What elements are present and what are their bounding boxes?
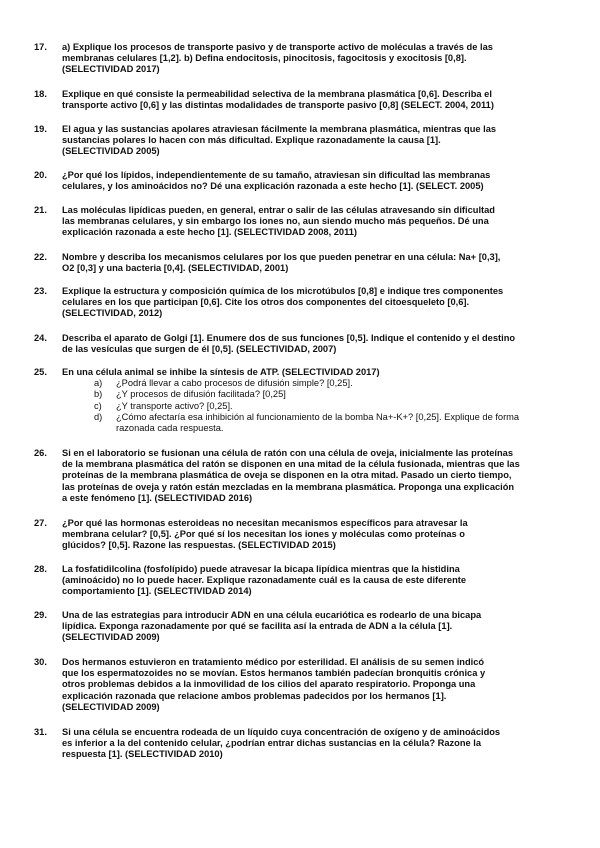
question-number: 18.	[34, 89, 47, 99]
sub-item-text: ¿Podrá llevar a cabo procesos de difusión simple? [0,25].	[116, 378, 353, 389]
question-text-line: explicación razonada a este hecho [1]. (SELECTIVIDAD 2008, 2011)	[62, 227, 358, 238]
question-text-line: Si una célula se encuentra rodeada de un líquido cuya concentración de oxígeno y de aminoácidos	[62, 727, 501, 737]
question-number: 27.	[34, 518, 47, 528]
question-number: 19.	[34, 124, 47, 134]
question-number: 28.	[34, 564, 47, 574]
question-19	[34, 124, 582, 158]
question-text-line: de las vesículas que surgen de él [0,5]. (SELECTIVIDAD, 2007)	[62, 344, 337, 355]
question-number: 26.	[34, 448, 47, 458]
question-31	[34, 727, 582, 761]
question-text-line: Explique en qué consiste la permeabilidad selectiva de la membrana plasmática [0,6]. Describa el	[62, 89, 492, 99]
question-text-line: Una de las estrategias para introducir ADN en una célula eucariótica es rodearlo de una bicapa	[62, 610, 482, 620]
sub-item-letter: d)	[94, 411, 103, 422]
question-text-line: las proteínas de oveja y ratón están mezcladas en la membrana plasmática. Proponga una explicación	[62, 481, 515, 492]
question-text-line: En una célula animal se inhibe la síntesis de ATP. (SELECTIVIDAD 2017)	[62, 367, 380, 377]
question-text-line: (SELECTIVIDAD 2005)	[62, 146, 160, 157]
question-number: 31.	[34, 727, 47, 737]
question-21	[34, 205, 582, 239]
question-20	[34, 170, 582, 192]
question-26	[34, 448, 582, 504]
question-text-line: respuesta [1]. (SELECTIVIDAD 2010)	[62, 749, 223, 760]
question-text-line: La fosfatidilcolina (fosfolípido) puede atravesar la bicapa lipídica mientras que la histidina	[62, 564, 460, 574]
question-text-line: (SELECTIVIDAD, 2012)	[62, 308, 163, 319]
question-text-line: de la membrana plasmática del ratón se disponen en una mitad de la célula fusionada, mientras que las	[62, 459, 520, 470]
question-23	[34, 286, 582, 320]
question-text-line: membranas celulares [1,2]. b) Defina endocitosis, pinocitosis, fagocitosis y exocitosis [0,8].	[62, 53, 467, 64]
question-text-line: otros problemas debidos a la inmovilidad de los cilios del aparato respiratorio. Proponga una	[62, 679, 476, 690]
question-text-line: Si en el laboratorio se fusionan una célula de ratón con una célula de oveja, inicialmente las proteínas	[62, 448, 514, 458]
question-text-line: (SELECTIVIDAD 2009)	[62, 701, 160, 712]
sub-item-text: ¿Y transporte activo? [0,25].	[116, 400, 233, 411]
question-text-line: sustancias polares lo hacen con más dificultad. Explique razonadamente la causa [1].	[62, 135, 441, 146]
sub-item-b	[62, 389, 582, 400]
question-number: 24.	[34, 333, 47, 343]
question-text-line: glúcidos? [0,5]. Razone las respuestas. (SELECTIVIDAD 2015)	[62, 540, 336, 551]
question-28	[34, 564, 582, 598]
question-text-line: celulares, y los aminoácidos no? Dé una explicación razonada a este hecho [1]. (SELECT. 2005)	[62, 181, 484, 192]
question-24	[34, 333, 582, 355]
question-text-line: Dos hermanos estuvieron en tratamiento médico por esterilidad. El análisis de su semen indicó	[62, 657, 485, 667]
question-30	[34, 657, 582, 713]
question-text-line: a) Explique los procesos de transporte pasivo y de transporte activo de moléculas a través de las	[62, 42, 493, 52]
question-text-line: Explique la estructura y composición química de los microtúbulos [0,8] e indique tres componentes	[62, 286, 504, 296]
question-text-line: comportamiento [1]. (SELECTIVIDAD 2014)	[62, 586, 252, 597]
sub-item-continuation: razonada cada respuesta.	[116, 423, 224, 434]
question-17	[34, 42, 582, 76]
sub-item-letter: c)	[94, 400, 102, 411]
question-27	[34, 518, 582, 552]
question-29	[34, 610, 582, 644]
question-text-line: Las moléculas lipídicas pueden, en general, entrar o salir de las células atravesando sin dificultad	[62, 205, 495, 215]
question-number: 25.	[34, 367, 47, 377]
question-number: 30.	[34, 657, 47, 667]
question-text-line: proteínas de la membrana plasmática de oveja se disponen en la otra mitad. Pasado un cierto tiempo,	[62, 470, 512, 481]
question-number: 22.	[34, 252, 47, 262]
question-text-line: Describa el aparato de Golgi [1]. Enumere dos de sus funciones [0,5]. Indique el contenido y el destino	[62, 333, 516, 343]
question-text-line: Nombre y describa los mecanismos celulares por los que pueden penetrar en una célula: Na+ [0,3],	[62, 252, 501, 262]
question-text-line: lipídica. Exponga razonadamente por qué se facilita así la entrada de ADN a la célula [1].	[62, 621, 453, 632]
sub-item-text: ¿Cómo afectaría esa inhibición al funcionamiento de la bomba Na+-K+? [0,25]. Explique de forma	[116, 411, 520, 422]
question-text-line: (aminoácido) no lo puede hacer. Explique razonadamente cuál es la causa de este diferente	[62, 575, 467, 586]
question-text-line: transporte activo [0,6] y las distintas modalidades de transporte pasivo [0,8] (SELECT. 2004, 2011)	[62, 100, 494, 111]
sub-item-letter: a)	[94, 378, 103, 389]
question-number: 21.	[34, 205, 47, 215]
question-18	[34, 89, 582, 111]
question-text-line: es inferior a la del contenido celular, ¿podrían entrar dichas sustancias en la célula? Razone la	[62, 738, 482, 749]
question-number: 17.	[34, 42, 47, 52]
question-text-line: O2 [0,3] y una bacteria [0,4]. (SELECTIVIDAD, 2001)	[62, 263, 289, 274]
question-text-line: las membranas celulares, y sin embargo los iones no, aun siendo mucho más pequeños. Dé una	[62, 216, 489, 227]
question-text-line: que los espermatozoides no se movían. Estos hermanos también padecían bronquitis crónica y	[62, 668, 486, 679]
question-text-line: celulares en los que participan [0,6]. Cite los otros dos componentes del citoesqueleto [0,6].	[62, 297, 470, 308]
sub-item-text: ¿Y procesos de difusión facilitada? [0,25]	[116, 389, 286, 400]
sub-item-a	[62, 378, 582, 389]
question-text-line: explicación razonada que relacione ambos problemas padecidos por los hermanos [1].	[62, 690, 447, 701]
question-22	[34, 252, 582, 274]
question-text-line: (SELECTIVIDAD 2017)	[62, 64, 160, 75]
sub-item-d	[62, 412, 582, 423]
sub-item-letter: b)	[94, 389, 103, 400]
question-text-line: membrana celular? [0,5]. ¿Por qué sí los necesitan los iones y moléculas como proteínas o	[62, 529, 465, 540]
question-number: 23.	[34, 286, 47, 296]
question-text-line: ¿Por qué los lípidos, independientemente de su tamaño, atraviesan sin dificultad las membranas	[62, 170, 491, 180]
question-25	[34, 367, 582, 434]
sub-item-c	[62, 401, 582, 412]
question-number: 29.	[34, 610, 47, 620]
question-text-line: (SELECTIVIDAD 2009)	[62, 632, 160, 643]
question-text-line: El agua y las sustancias apolares atraviesan fácilmente la membrana plasmática, mientras que las	[62, 124, 497, 134]
question-text-line: ¿Por qué las hormonas esteroideas no necesitan mecanismos específicos para atravesar la	[62, 518, 468, 528]
question-number: 20.	[34, 170, 47, 180]
question-text-line: a este fenómeno [1]. (SELECTIVIDAD 2016)	[62, 492, 253, 503]
